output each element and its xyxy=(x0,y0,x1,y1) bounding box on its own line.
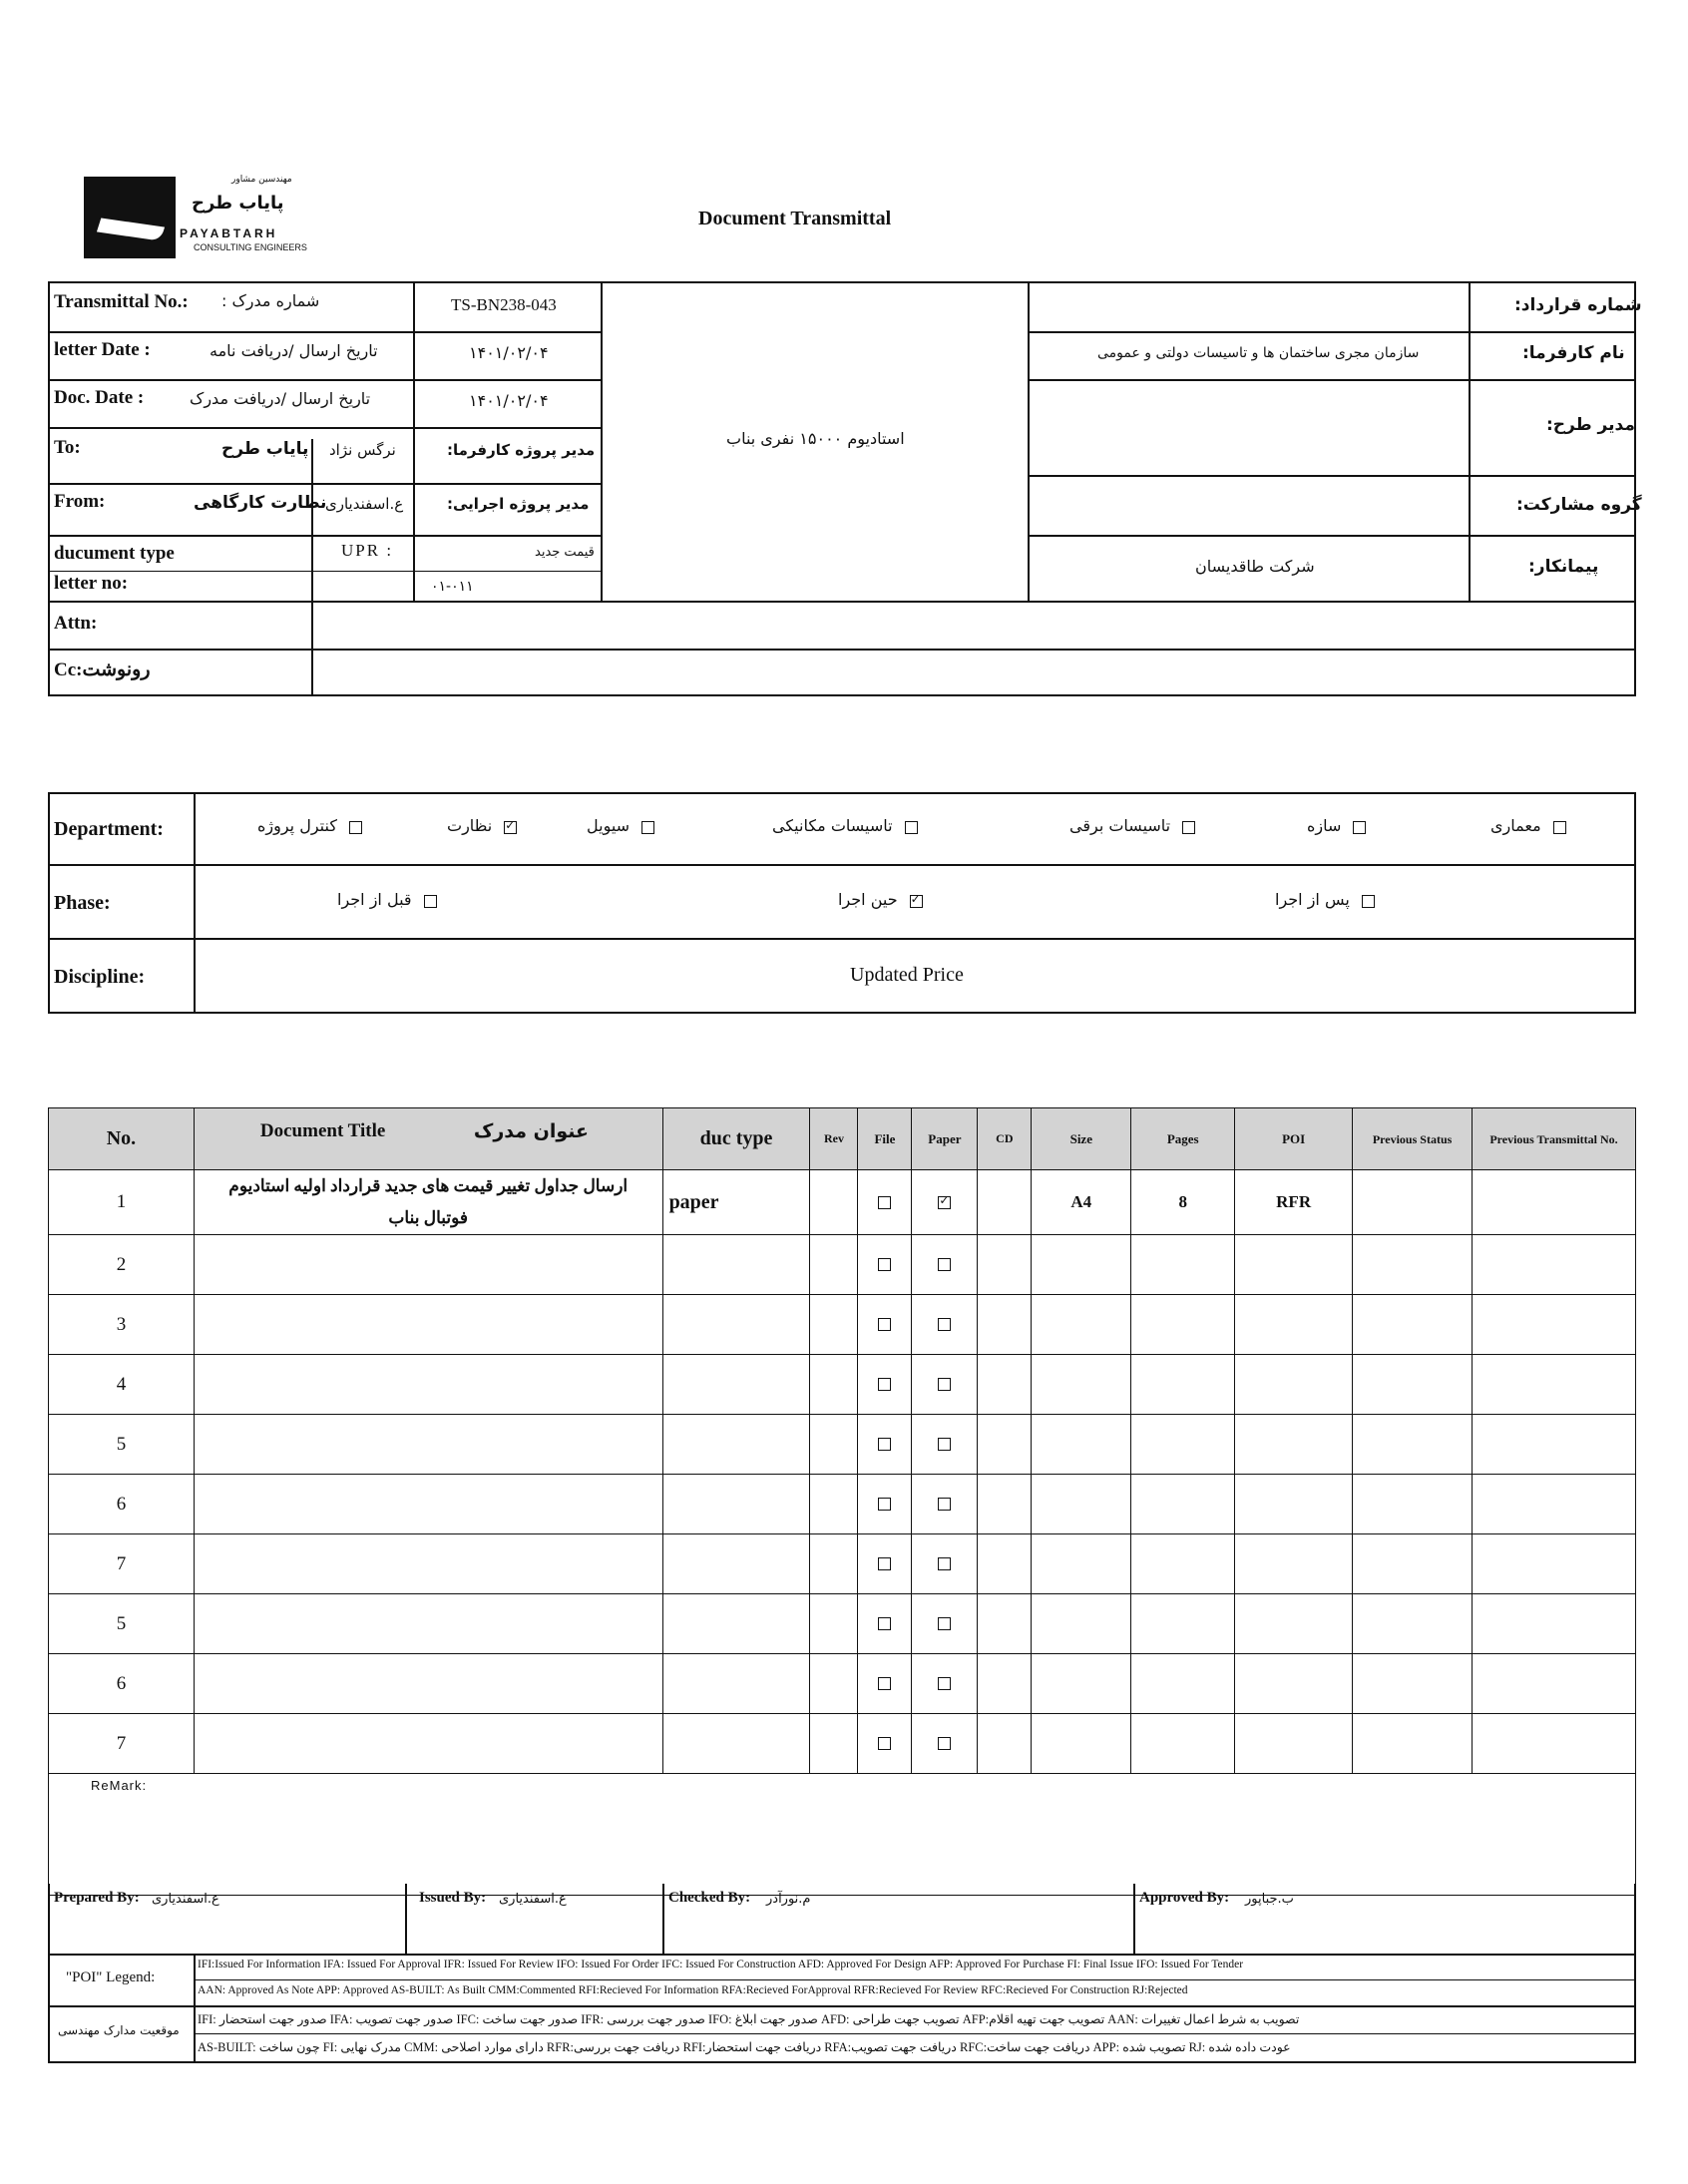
doc-type-label: ducument type xyxy=(54,543,175,564)
row-rev xyxy=(810,1534,858,1594)
row-duc-type xyxy=(662,1714,810,1774)
doc-date-label: Doc. Date : xyxy=(54,387,145,408)
header-rev: Rev xyxy=(810,1108,858,1170)
header-title-en: Document Title xyxy=(259,1120,386,1141)
contract-no-label: شماره قرارداد: xyxy=(1514,295,1642,315)
legend-line-2: AAN: Approved As Note APP: Approved AS-BUILT: As Built CMM:Commented RFI:Recieved For Information RFA:Recieved ForApproval RFR:Recieved For Review RFC:Recieved For Construction RJ:Rejected xyxy=(198,1984,1188,1996)
header-paper: Paper xyxy=(912,1108,978,1170)
row-size xyxy=(1032,1594,1131,1654)
discipline-label: Discipline: xyxy=(54,966,146,988)
row-pages xyxy=(1131,1415,1235,1475)
row-no: 1 xyxy=(49,1170,195,1235)
phase-option-label: قبل از اجرا xyxy=(337,890,412,909)
table-row xyxy=(49,1415,1636,1475)
row-cd xyxy=(978,1475,1032,1534)
row-poi xyxy=(1235,1654,1353,1714)
row-size xyxy=(1032,1534,1131,1594)
transmittal-no-label: Transmittal No.: xyxy=(54,291,189,312)
letter-date-label-fa: تاریخ ارسال /دریافت نامه xyxy=(210,341,378,360)
row-title xyxy=(194,1295,662,1355)
row-title xyxy=(194,1594,662,1654)
checkbox-icon[interactable] xyxy=(910,895,923,908)
letter-no-value: ۰۱-۰۱۱ xyxy=(431,579,474,595)
row-rev xyxy=(810,1654,858,1714)
row-poi xyxy=(1235,1415,1353,1475)
to-pm-label: مدیر پروژه کارفرما: xyxy=(447,441,596,459)
department-option[interactable] xyxy=(587,816,654,836)
department-option[interactable] xyxy=(447,816,517,836)
department-option-label: سیویل xyxy=(587,816,631,835)
header-duc-type: duc type xyxy=(662,1108,810,1170)
row-size xyxy=(1032,1475,1131,1534)
row-file[interactable] xyxy=(858,1355,912,1415)
table-row xyxy=(49,1594,1636,1654)
row-cd xyxy=(978,1654,1032,1714)
header-pages: Pages xyxy=(1131,1108,1235,1170)
from-label: From: xyxy=(54,491,106,512)
department-option[interactable] xyxy=(772,816,918,836)
row-no: 7 xyxy=(49,1534,195,1594)
checkbox-icon[interactable] xyxy=(878,1438,891,1451)
row-prev-status xyxy=(1353,1170,1473,1235)
row-title xyxy=(194,1534,662,1594)
row-cd xyxy=(978,1235,1032,1295)
phase-option-label: پس از اجرا xyxy=(1275,890,1350,909)
phase-option[interactable] xyxy=(1275,890,1375,910)
row-prev-transmittal xyxy=(1473,1355,1636,1415)
row-pages xyxy=(1131,1355,1235,1415)
header-title-fa: عنوان مدرک xyxy=(473,1120,590,1142)
checkbox-icon[interactable] xyxy=(1362,895,1375,908)
row-paper[interactable] xyxy=(912,1534,978,1594)
checkbox-icon[interactable] xyxy=(938,1318,951,1331)
row-title xyxy=(194,1654,662,1714)
row-pages xyxy=(1131,1534,1235,1594)
document-title: Document Transmittal xyxy=(698,208,892,229)
phase-option[interactable] xyxy=(838,890,923,910)
checkbox-icon[interactable] xyxy=(878,1196,891,1209)
row-no: 2 xyxy=(49,1235,195,1295)
row-duc-type xyxy=(662,1295,810,1355)
row-paper[interactable] xyxy=(912,1235,978,1295)
from-pm-label: مدیر پروژه اجرایی: xyxy=(447,495,590,513)
row-size: A4 xyxy=(1032,1170,1131,1235)
row-size xyxy=(1032,1235,1131,1295)
row-poi xyxy=(1235,1594,1353,1654)
prepared-by-label: Prepared By: xyxy=(54,1890,140,1906)
row-pages xyxy=(1131,1295,1235,1355)
partnership-label: گروه مشارکت: xyxy=(1516,495,1642,515)
checkbox-icon[interactable] xyxy=(938,1378,951,1391)
row-duc-type xyxy=(662,1594,810,1654)
table-row xyxy=(49,1714,1636,1774)
row-paper[interactable] xyxy=(912,1594,978,1654)
row-prev-status xyxy=(1353,1714,1473,1774)
department-option-label: تاسیسات مکانیکی xyxy=(772,816,893,835)
row-paper[interactable] xyxy=(912,1355,978,1415)
row-prev-transmittal xyxy=(1473,1170,1636,1235)
header-poi: POI xyxy=(1235,1108,1353,1170)
to-value: پایاب طرح xyxy=(221,439,309,459)
row-paper[interactable] xyxy=(912,1415,978,1475)
row-prev-transmittal xyxy=(1473,1594,1636,1654)
letter-date-value: ۱۴۰۱/۰۲/۰۴ xyxy=(469,343,549,362)
row-cd xyxy=(978,1534,1032,1594)
row-poi xyxy=(1235,1475,1353,1534)
row-size xyxy=(1032,1355,1131,1415)
status-legend-label: موقعیت مدارک مهندسی xyxy=(58,2023,180,2037)
checkbox-icon[interactable] xyxy=(938,1617,951,1630)
checkbox-icon[interactable] xyxy=(938,1737,951,1750)
row-file[interactable] xyxy=(858,1654,912,1714)
row-file[interactable] xyxy=(858,1170,912,1235)
employer-value: سازمان مجری ساختمان ها و تاسیسات دولتی و عمومی xyxy=(1097,345,1420,361)
table-row xyxy=(49,1295,1636,1355)
row-prev-status xyxy=(1353,1355,1473,1415)
row-rev xyxy=(810,1170,858,1235)
header-prev-transmittal: Previous Transmittal No. xyxy=(1473,1108,1636,1170)
checkbox-icon[interactable] xyxy=(878,1378,891,1391)
department-option[interactable] xyxy=(1307,816,1366,836)
row-pages xyxy=(1131,1654,1235,1714)
design-manager-label: مدیر طرح: xyxy=(1546,415,1635,435)
row-no: 5 xyxy=(49,1594,195,1654)
checkbox-icon[interactable] xyxy=(878,1498,891,1511)
checkbox-icon[interactable] xyxy=(878,1677,891,1690)
row-size xyxy=(1032,1714,1131,1774)
checked-by-label: Checked By: xyxy=(668,1890,751,1906)
logo-text-en: PAYABTARH xyxy=(180,226,278,240)
legend-line-4: AS-BUILT: چون ساخت FI: مدرک نهایی CMM: دارای موارد اصلاحی RFR:دریافت جهت بررسی RFI:دریافت جهت استحضار RFA:دریافت جهت تصویب RFC:دریافت جهت ساخت APP: تصویب شده RJ: عودت داده شده xyxy=(198,2040,1291,2054)
department-option[interactable] xyxy=(257,816,362,836)
row-paper[interactable] xyxy=(912,1170,978,1235)
checkbox-icon[interactable] xyxy=(641,821,654,834)
row-poi xyxy=(1235,1355,1353,1415)
issued-by-name: ع.اسفندیاری xyxy=(499,1892,567,1907)
header-size: Size xyxy=(1032,1108,1131,1170)
checkbox-icon[interactable] xyxy=(878,1737,891,1750)
checkbox-icon[interactable] xyxy=(1353,821,1366,834)
row-prev-transmittal xyxy=(1473,1714,1636,1774)
department-option-label: معماری xyxy=(1490,816,1541,835)
row-prev-transmittal xyxy=(1473,1654,1636,1714)
company-logo xyxy=(84,175,313,264)
phase-option[interactable] xyxy=(337,890,437,910)
row-prev-transmittal xyxy=(1473,1475,1636,1534)
row-prev-status xyxy=(1353,1295,1473,1355)
contractor-label: پیمانکار: xyxy=(1528,557,1599,577)
transmittal-no-label-fa: شماره مدرک : xyxy=(221,291,320,310)
row-file[interactable] xyxy=(858,1714,912,1774)
logo-text-en-sub: CONSULTING ENGINEERS xyxy=(194,242,307,252)
row-title xyxy=(194,1355,662,1415)
header-file: File xyxy=(858,1108,912,1170)
row-cd xyxy=(978,1415,1032,1475)
department-option-label: تاسیسات برقی xyxy=(1069,816,1171,835)
phase-label: Phase: xyxy=(54,892,111,914)
row-pages xyxy=(1131,1714,1235,1774)
row-prev-status xyxy=(1353,1235,1473,1295)
table-row xyxy=(49,1170,1636,1235)
checkbox-icon[interactable] xyxy=(878,1617,891,1630)
table-row xyxy=(49,1235,1636,1295)
checkbox-icon[interactable] xyxy=(938,1677,951,1690)
row-poi xyxy=(1235,1534,1353,1594)
checkbox-icon[interactable] xyxy=(878,1318,891,1331)
row-prev-status xyxy=(1353,1475,1473,1534)
checkbox-icon[interactable] xyxy=(878,1557,891,1570)
row-file[interactable] xyxy=(858,1295,912,1355)
row-size xyxy=(1032,1654,1131,1714)
row-prev-transmittal xyxy=(1473,1295,1636,1355)
row-prev-transmittal xyxy=(1473,1534,1636,1594)
legend-line-3: IFI: صدور جهت استحضار IFA: صدور جهت تصویب IFC: صدور جهت ساخت IFR: صدور جهت بررسی IFO: صدور جهت ابلاغ AFD: تصویب جهت طراحی AFP:تصویب جهت تهیه اقلام AAN: تصویب به شرط اعمال تغییرات xyxy=(198,2012,1300,2026)
header-title xyxy=(194,1108,662,1170)
letter-no-label: letter no: xyxy=(54,573,129,594)
department-option[interactable] xyxy=(1490,816,1566,836)
checkbox-icon[interactable] xyxy=(424,895,437,908)
letter-date-label: letter Date : xyxy=(54,339,151,360)
row-duc-type xyxy=(662,1235,810,1295)
row-file[interactable] xyxy=(858,1594,912,1654)
to-pm-name: نرگس نژاد xyxy=(329,441,396,459)
from-pm-name: ع.اسفندیاری xyxy=(325,495,404,513)
row-pages xyxy=(1131,1235,1235,1295)
checkbox-icon[interactable] xyxy=(1553,821,1566,834)
row-size xyxy=(1032,1415,1131,1475)
row-duc-type xyxy=(662,1654,810,1714)
row-rev xyxy=(810,1714,858,1774)
to-label: To: xyxy=(54,437,81,458)
checked-by-name: م.نورآذر xyxy=(766,1892,811,1907)
remark-label: ReMark: xyxy=(91,1778,148,1793)
issued-by-label: Issued By: xyxy=(419,1890,487,1906)
row-cd xyxy=(978,1355,1032,1415)
row-cd xyxy=(978,1295,1032,1355)
table-row xyxy=(49,1355,1636,1415)
cc-label: Cc:رونوشت xyxy=(54,659,151,680)
row-cd xyxy=(978,1170,1032,1235)
row-title xyxy=(194,1415,662,1475)
from-value: نظارت کارگاهی xyxy=(194,493,327,513)
row-prev-transmittal xyxy=(1473,1235,1636,1295)
header-prev-status: Previous Status xyxy=(1353,1108,1473,1170)
row-title xyxy=(194,1235,662,1295)
row-cd xyxy=(978,1594,1032,1654)
contractor-value: شرکت طاقدیسان xyxy=(1195,557,1315,576)
department-option[interactable] xyxy=(1069,816,1195,836)
row-file[interactable] xyxy=(858,1534,912,1594)
checkbox-icon[interactable] xyxy=(938,1498,951,1511)
row-poi xyxy=(1235,1235,1353,1295)
row-rev xyxy=(810,1415,858,1475)
checkbox-icon[interactable] xyxy=(905,821,918,834)
row-no: 4 xyxy=(49,1355,195,1415)
phase-option-label: حین اجرا xyxy=(838,890,898,909)
checkbox-icon[interactable] xyxy=(938,1196,951,1209)
header-no: No. xyxy=(49,1108,195,1170)
row-duc-type xyxy=(662,1534,810,1594)
row-poi xyxy=(1235,1714,1353,1774)
checkbox-icon[interactable] xyxy=(938,1258,951,1271)
row-rev xyxy=(810,1594,858,1654)
row-duc-type: paper xyxy=(662,1170,810,1235)
row-title xyxy=(194,1714,662,1774)
department-label: Department: xyxy=(54,818,164,840)
approved-by-name: ب.جباپور xyxy=(1245,1892,1294,1907)
row-no: 3 xyxy=(49,1295,195,1355)
signatures-box xyxy=(48,1884,1636,1956)
project-name: استادیوم ۱۵۰۰۰ نفری بناب xyxy=(726,429,905,448)
row-poi: RFR xyxy=(1235,1170,1353,1235)
doc-date-value: ۱۴۰۱/۰۲/۰۴ xyxy=(469,391,549,410)
doc-type-value-fa: قیمت جدید xyxy=(535,545,595,560)
doc-type-value: UPR : xyxy=(341,541,394,560)
row-pages xyxy=(1131,1475,1235,1534)
row-poi xyxy=(1235,1295,1353,1355)
doc-date-label-fa: تاریخ ارسال /دریافت مدرک xyxy=(190,389,371,408)
row-rev xyxy=(810,1475,858,1534)
checkbox-icon[interactable] xyxy=(938,1557,951,1570)
department-option-label: نظارت xyxy=(447,816,493,835)
row-paper[interactable] xyxy=(912,1654,978,1714)
checkbox-icon[interactable] xyxy=(504,821,517,834)
logo-text-fa-small: مهندسین مشاور xyxy=(231,175,292,185)
row-prev-transmittal xyxy=(1473,1415,1636,1475)
row-no: 6 xyxy=(49,1475,195,1534)
row-no: 5 xyxy=(49,1415,195,1475)
department-option-label: سازه xyxy=(1307,816,1342,835)
row-no: 6 xyxy=(49,1654,195,1714)
department-option-label: کنترل پروژه xyxy=(257,816,337,835)
row-duc-type xyxy=(662,1415,810,1475)
checkbox-icon[interactable] xyxy=(1182,821,1195,834)
row-file[interactable] xyxy=(858,1235,912,1295)
checkbox-icon[interactable] xyxy=(878,1258,891,1271)
row-paper[interactable] xyxy=(912,1295,978,1355)
row-rev xyxy=(810,1235,858,1295)
employer-label: نام کارفرما: xyxy=(1522,343,1625,363)
logo-text-fa: پایاب طرح xyxy=(192,193,284,214)
row-no: 7 xyxy=(49,1714,195,1774)
prepared-by-name: ع.اسفندیاری xyxy=(152,1892,219,1907)
attn-label: Attn: xyxy=(54,613,98,634)
row-paper[interactable] xyxy=(912,1475,978,1534)
row-duc-type xyxy=(662,1355,810,1415)
row-rev xyxy=(810,1355,858,1415)
row-prev-status xyxy=(1353,1594,1473,1654)
checkbox-icon[interactable] xyxy=(938,1438,951,1451)
documents-table xyxy=(48,1107,1636,1896)
row-file[interactable] xyxy=(858,1415,912,1475)
logo-mark xyxy=(84,177,176,258)
row-rev xyxy=(810,1295,858,1355)
table-row xyxy=(49,1654,1636,1714)
transmittal-no-value: TS-BN238-043 xyxy=(451,295,557,314)
row-cd xyxy=(978,1714,1032,1774)
row-prev-status xyxy=(1353,1534,1473,1594)
table-row xyxy=(49,1534,1636,1594)
approved-by-label: Approved By: xyxy=(1139,1890,1230,1906)
row-pages xyxy=(1131,1594,1235,1654)
legend-line-1: IFI:Issued For Information IFA: Issued For Approval IFR: Issued For Review IFO: Issued For Order IFC: Issued For Construction AFD: Approved For Design AFP: Approved For Purchase FI: Final Issue IFO: Issued For Tender xyxy=(198,1959,1244,1970)
row-file[interactable] xyxy=(858,1475,912,1534)
row-title xyxy=(194,1475,662,1534)
row-title: ارسال جداول تغییر قیمت های جدید قرارداد اولیه استادیوم فوتبال بناب xyxy=(194,1170,662,1235)
poi-legend-label: "POI" Legend: xyxy=(66,1969,156,1985)
table-row xyxy=(49,1475,1636,1534)
row-paper[interactable] xyxy=(912,1714,978,1774)
row-prev-status xyxy=(1353,1654,1473,1714)
checkbox-icon[interactable] xyxy=(349,821,362,834)
row-pages: 8 xyxy=(1131,1170,1235,1235)
header-cd: CD xyxy=(978,1108,1032,1170)
remark-cell xyxy=(49,1774,1636,1896)
row-prev-status xyxy=(1353,1415,1473,1475)
row-duc-type xyxy=(662,1475,810,1534)
row-size xyxy=(1032,1295,1131,1355)
discipline-value: Updated Price xyxy=(850,964,964,986)
